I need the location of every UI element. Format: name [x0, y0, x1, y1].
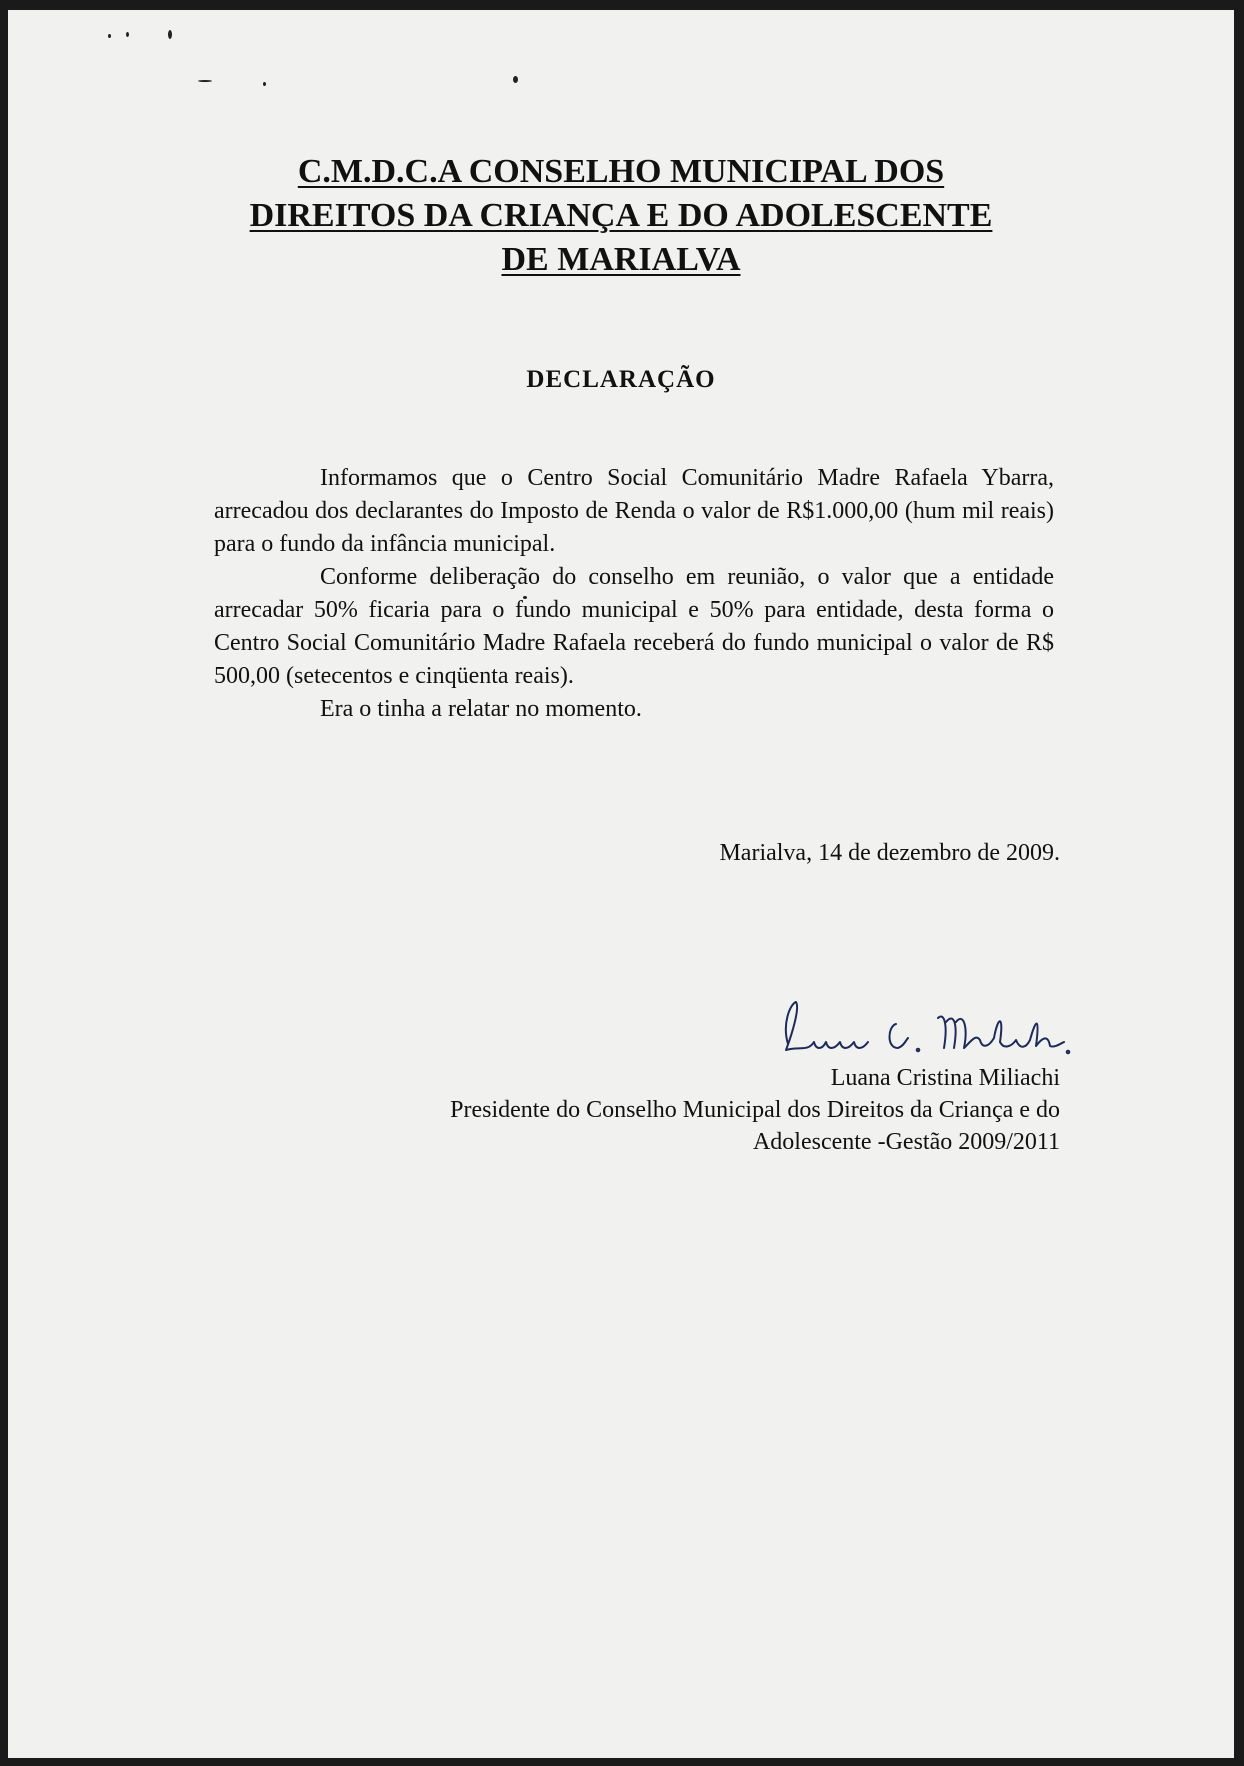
council-header: [8, 150, 1234, 282]
header-line-1: C.M.D.C.A CONSELHO MUNICIPAL DOS: [297, 153, 945, 190]
document-page: [8, 10, 1234, 1758]
handwritten-signature: [768, 994, 1078, 1064]
document-title: DECLARAÇÃO: [526, 366, 716, 393]
signer-role-line-1: Presidente do Conselho Municipal dos Direitos da Criança e do: [450, 1097, 1060, 1123]
paragraph-2: Conforme deliberação do conselho em reunião, o valor que a entidade arrecadar 50% ficaria para o fundo municipal e 50% para entidade, desta forma o Centro Social Comunitário Madre Rafaela receberá do fundo municipal o valor de R$ 500,00 (setecentos e cinqüenta reais).: [214, 564, 1054, 689]
declaration-body: [214, 462, 1054, 726]
signer-name: Luana Cristina Miliachi: [830, 1065, 1060, 1091]
header-line-3: DE MARIALVA: [501, 241, 741, 278]
header-line-2: DIREITOS DA CRIANÇA E DO ADOLESCENTE: [249, 197, 993, 234]
signer-block: [300, 1062, 1060, 1158]
paragraph-1: Informamos que o Centro Social Comunitário Madre Rafaela Ybarra, arrecadou dos declarantes do Imposto de Renda o valor de R$1.000,00 (hum mil reais) para o fundo da infância municipal.: [214, 465, 1054, 557]
paragraph-3: Era o tinha a relatar no momento.: [320, 696, 642, 722]
date-line: Marialva, 14 de dezembro de 2009.: [719, 840, 1060, 866]
signer-role-line-2: Adolescente -Gestão 2009/2011: [752, 1129, 1060, 1155]
